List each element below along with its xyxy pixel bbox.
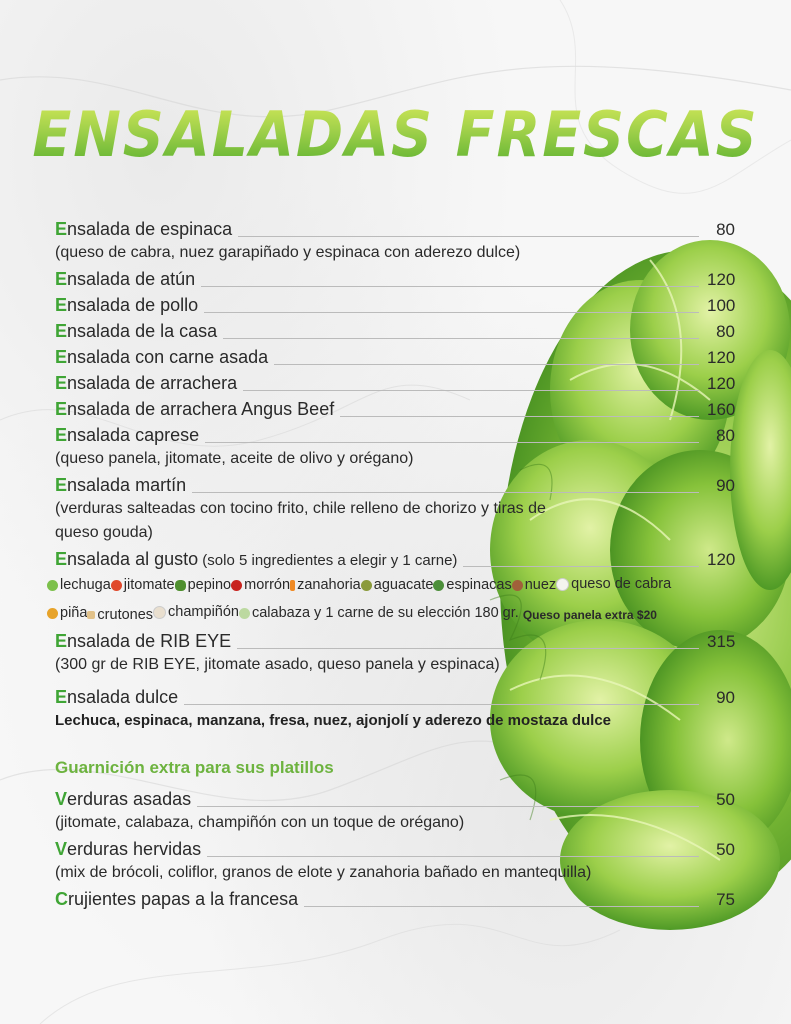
- item-description: (verduras salteadas con tocino frito, chile relleno de chorizo y tiras de: [55, 500, 546, 517]
- dot-leader: [304, 905, 699, 907]
- mushroom-icon: [153, 606, 166, 619]
- item-note: (solo 5 ingredientes a elegir y 1 carne): [198, 552, 458, 569]
- item-name: Crujientes papas a la francesa: [55, 889, 299, 909]
- item-price: 50: [716, 790, 735, 809]
- ingredient: zanahoria: [290, 573, 361, 598]
- menu-item: [55, 396, 735, 422]
- item-name: Ensalada de espinaca: [55, 219, 233, 239]
- ingredient: morrón: [231, 573, 290, 598]
- dot-leader: [205, 441, 699, 443]
- menu-list: [55, 216, 735, 912]
- item-name: Ensalada de RIB EYE: [55, 631, 232, 651]
- dot-leader: [223, 337, 699, 339]
- item-price: 120: [707, 374, 736, 393]
- dot-leader: [243, 389, 699, 391]
- item-price: 90: [716, 688, 735, 707]
- item-price: 75: [716, 890, 735, 909]
- cheese-icon: [556, 578, 569, 591]
- ingredient: nuez: [512, 573, 556, 598]
- menu-item: [55, 546, 735, 572]
- item-price: 120: [707, 348, 736, 367]
- ingredient: pepino: [175, 573, 232, 598]
- dot-leader: [237, 647, 699, 649]
- menu-item: [55, 628, 735, 654]
- item-name: Ensalada al gusto (solo 5 ingredientes a elegir y 1 carne): [55, 549, 458, 569]
- ingredient: queso de cabra: [556, 572, 671, 597]
- menu-item: [55, 684, 735, 710]
- avocado-icon: [361, 580, 372, 591]
- item-name: Ensalada de arrachera: [55, 373, 238, 393]
- ingredient: lechuga: [47, 573, 111, 598]
- menu-item: [55, 216, 735, 242]
- item-price: 315: [707, 632, 736, 651]
- dot-leader: [463, 565, 699, 567]
- item-description: (queso panela, jitomate, aceite de olivo y orégano): [55, 450, 414, 467]
- dot-leader: [207, 855, 699, 857]
- menu-item: [55, 422, 735, 448]
- carrot-icon: [290, 580, 295, 591]
- item-description: (mix de brócoli, coliflor, granos de elote y zanahoria bañado en mantequilla): [55, 864, 592, 881]
- dot-leader: [201, 285, 699, 287]
- zucchini-icon: [239, 608, 250, 619]
- item-description: queso gouda): [55, 524, 153, 541]
- ingredient-list: [47, 600, 735, 628]
- item-name: Ensalada con carne asada: [55, 347, 269, 367]
- item-price: 80: [716, 426, 735, 445]
- menu-item: [55, 472, 735, 498]
- item-name: Ensalada caprese: [55, 425, 200, 445]
- walnut-icon: [512, 580, 523, 591]
- ingredient: champiñón: [153, 600, 239, 625]
- ingredient: piña: [47, 601, 87, 626]
- dot-leader: [197, 805, 699, 807]
- menu-item: [55, 266, 735, 292]
- item-price: 120: [707, 270, 736, 289]
- ingredient: espinacas: [433, 573, 511, 598]
- item-name: Ensalada de pollo: [55, 295, 199, 315]
- crouton-icon: [87, 611, 95, 619]
- dot-leader: [184, 703, 699, 705]
- item-name: Verduras asadas: [55, 789, 192, 809]
- tomato-icon: [111, 580, 122, 591]
- item-price: 80: [716, 220, 735, 239]
- menu-item: [55, 836, 735, 862]
- dot-leader: [192, 491, 699, 493]
- dot-leader: [204, 311, 699, 313]
- menu-item: [55, 886, 735, 912]
- menu-item: [55, 344, 735, 370]
- extra-cheese-note: Queso panela extra $20: [522, 608, 657, 622]
- menu-item: [55, 318, 735, 344]
- page-title: ENSALADAS FRESCAS: [32, 98, 759, 171]
- section-title: Guarnición extra para sus platillos: [55, 758, 334, 777]
- item-price: 50: [716, 840, 735, 859]
- dot-leader: [274, 363, 699, 365]
- dot-leader: [340, 415, 699, 417]
- spinach-icon: [433, 580, 444, 591]
- ingredient: jitomate: [111, 573, 175, 598]
- item-name: Ensalada dulce: [55, 687, 179, 707]
- ingredient-list: [47, 572, 735, 600]
- item-description: (300 gr de RIB EYE, jitomate asado, queso panela y espinaca): [55, 656, 500, 673]
- item-name: Ensalada martín: [55, 475, 187, 495]
- menu-item: [55, 786, 735, 812]
- item-description: (queso de cabra, nuez garapiñado y espinaca con aderezo dulce): [55, 244, 521, 261]
- item-name: Verduras hervidas: [55, 839, 202, 859]
- menu-item: [55, 370, 735, 396]
- ingredient: calabaza y 1 carne de su elección 180 gr.: [239, 601, 519, 626]
- item-name: Ensalada de arrachera Angus Beef: [55, 399, 335, 419]
- cucumber-icon: [175, 580, 186, 591]
- dot-leader: [238, 235, 699, 237]
- item-name: Ensalada de atún: [55, 269, 196, 289]
- item-price: 120: [707, 550, 736, 569]
- item-price: 160: [707, 400, 736, 419]
- item-price: 90: [716, 476, 735, 495]
- menu-item: [55, 292, 735, 318]
- item-name: Ensalada de la casa: [55, 321, 218, 341]
- pineapple-icon: [47, 608, 58, 619]
- item-price: 80: [716, 322, 735, 341]
- item-price: 100: [707, 296, 736, 315]
- item-description: Lechuca, espinaca, manzana, fresa, nuez, ajonjolí y aderezo de mostaza dulce: [55, 712, 612, 729]
- item-description: (jitomate, calabaza, champiñón con un toque de orégano): [55, 814, 465, 831]
- ingredient: crutones: [87, 603, 153, 628]
- pepper-icon: [231, 580, 242, 591]
- lettuce-icon: [47, 580, 58, 591]
- ingredient: aguacate: [361, 573, 434, 598]
